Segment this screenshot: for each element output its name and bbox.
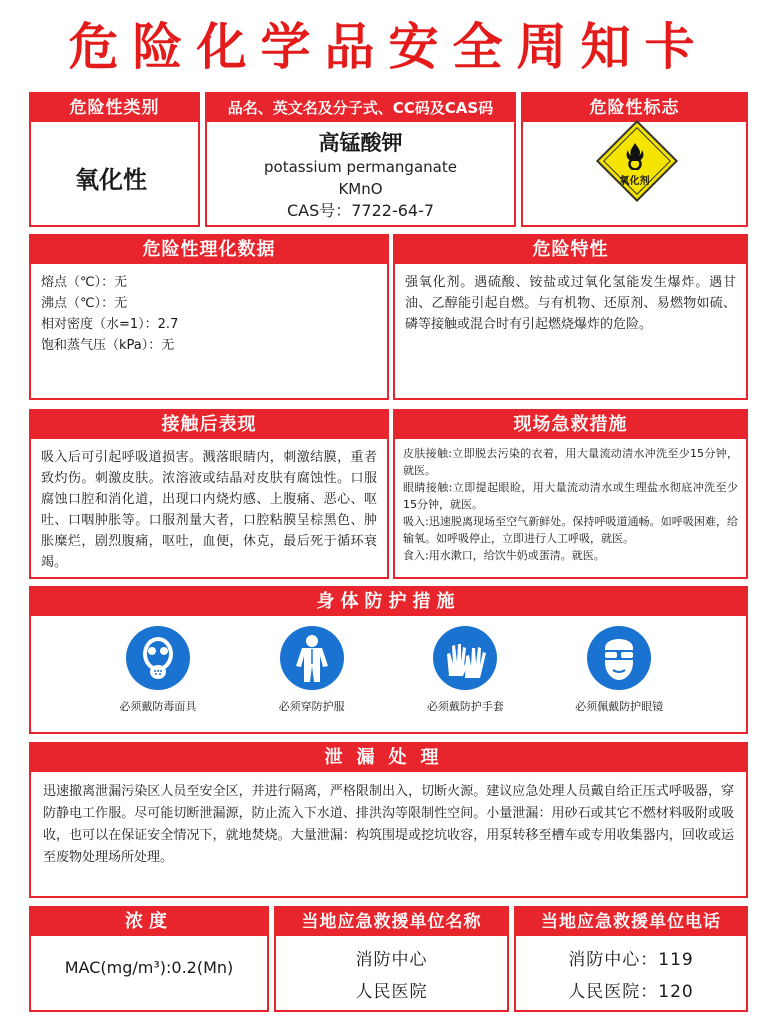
gloves-icon xyxy=(433,626,497,690)
protection-label-gloves: 必须戴防护手套 xyxy=(426,700,504,713)
rescue-name-fire: 消防中心 xyxy=(355,950,428,970)
rescue-name-header: 当地应急救援单位名称 xyxy=(276,908,507,936)
product-panel xyxy=(205,92,516,227)
protection-item-suit xyxy=(247,626,377,714)
contact-header: 接触后表现 xyxy=(31,411,387,439)
protection-header: 身体防护措施 xyxy=(31,588,746,616)
physchem-header: 危险性理化数据 xyxy=(31,236,387,264)
hazard-sign-panel xyxy=(521,92,748,227)
protection-item-gloves xyxy=(400,626,530,714)
first-aid-inhale: 吸入:迅速脱离现场至空气新鲜处。保持呼吸道通畅。如呼吸困难，给输氧。如呼吸停止，立即进行人工呼吸，就医。 xyxy=(403,515,738,545)
physchem-density: 相对密度（水=1）：2.7 xyxy=(41,317,179,332)
leak-text: 迅速撤离泄漏污染区人员至安全区，并进行隔离，严格限制出入，切断火源。建议应急处理人员戴自给正压式呼吸器，穿防静电工作服。尽可能切断泄漏源，防止流入下水道、排洪沟等限制性空间。小量泄漏：用砂石或其它不燃材料吸附或吸收，也可以在保证安全情况下，就地焚烧。大量泄漏：构筑围堤或挖坑收容，用泵转移至槽车或专用收集器内，回收或运至废物处理场所处理。 xyxy=(43,784,734,865)
protection-panel xyxy=(29,586,748,734)
concentration-value: MAC(mg/m³):0.2(Mn) xyxy=(64,958,234,977)
hazard-class-panel xyxy=(29,92,200,227)
protection-label-goggles: 必须佩戴防护眼镜 xyxy=(575,700,664,713)
protection-item-mask xyxy=(93,626,223,714)
first-aid-list xyxy=(395,439,746,570)
product-name-en: potassium permanganate xyxy=(264,158,457,176)
physchem-list xyxy=(31,264,387,364)
first-aid-panel xyxy=(393,409,748,579)
hazard-props-panel xyxy=(393,234,748,400)
physchem-melting: 熔点（℃）：无 xyxy=(41,275,128,290)
physchem-panel xyxy=(29,234,389,400)
contact-text: 吸入后可引起呼吸道损害。溅落眼睛内，刺激结膜，重者致灼伤。刺激皮肤。浓溶液或结晶对皮肤有腐蚀性。口服腐蚀口腔和消化道，出现口内烧灼感、上腹痛、恶心、呕吐、口咽肿胀等。口服剂量大者，口腔粘膜呈棕黑色、肿胀糜烂，剧烈腹痛，呕吐，血便，休克，最后死于循环衰竭。 xyxy=(41,450,377,570)
protection-label-suit: 必须穿防护服 xyxy=(278,700,345,713)
goggles-icon xyxy=(587,626,651,690)
contact-panel xyxy=(29,409,389,579)
rescue-phone-hospital: 人民医院：120 xyxy=(568,982,694,1002)
hazard-props-header: 危险特性 xyxy=(395,236,746,264)
rescue-phone-fire: 消防中心：119 xyxy=(568,950,694,970)
hazard-props-text: 强氧化剂。遇硫酸、铵盐或过氧化氢能发生爆炸。遇甘油、乙醇能引起自燃。与有机物、还原剂、易燃物如硫、磷等接触或混合时有引起燃烧爆炸的危险。 xyxy=(405,275,736,332)
hazard-class-header: 危险性类别 xyxy=(31,94,198,122)
physchem-vapor: 饱和蒸气压（kPa）：无 xyxy=(41,338,175,353)
concentration-header: 浓度 xyxy=(31,908,267,936)
oxidizer-sign xyxy=(523,122,746,220)
product-cas: CAS号：7722-64-7 xyxy=(286,201,435,220)
rescue-phone-panel xyxy=(514,906,748,1012)
first-aid-eye: 眼睛接触:立即提起眼睑，用大量流动清水或生理盐水彻底冲洗至少15分钟，就医。 xyxy=(403,481,738,511)
product-formula: KMnO xyxy=(338,180,383,198)
hazard-class-value: 氧化性 xyxy=(75,166,147,194)
flame-over-circle-icon xyxy=(624,142,646,170)
physchem-boiling: 沸点（℃）：无 xyxy=(41,296,128,311)
leak-header: 泄漏处理 xyxy=(31,744,746,772)
leak-panel xyxy=(29,742,748,898)
hazard-sign-label: 氧化剂 xyxy=(619,176,650,187)
protection-label-mask: 必须戴防毒面具 xyxy=(119,700,197,713)
concentration-panel xyxy=(29,906,269,1012)
rescue-name-panel xyxy=(274,906,509,1012)
gas-mask-icon xyxy=(126,626,190,690)
first-aid-ingest: 食入:用水漱口，给饮牛奶或蛋清。就医。 xyxy=(403,549,605,562)
protection-item-goggles xyxy=(554,626,684,714)
first-aid-skin: 皮肤接触:立即脱去污染的衣着，用大量流动清水冲洗至少15分钟，就医。 xyxy=(403,447,738,477)
rescue-phone-header: 当地应急救援单位电话 xyxy=(516,908,746,936)
page-title: 危险化学品安全周知卡 xyxy=(68,18,709,76)
protective-suit-icon xyxy=(280,626,344,690)
rescue-name-hospital: 人民医院 xyxy=(355,982,428,1002)
product-name-cn: 高锰酸钾 xyxy=(318,131,403,155)
hazard-sign-header: 危险性标志 xyxy=(523,94,746,122)
product-header: 品名、英文名及分子式、CC码及CAS码 xyxy=(207,94,514,122)
first-aid-header: 现场急救措施 xyxy=(395,411,746,439)
